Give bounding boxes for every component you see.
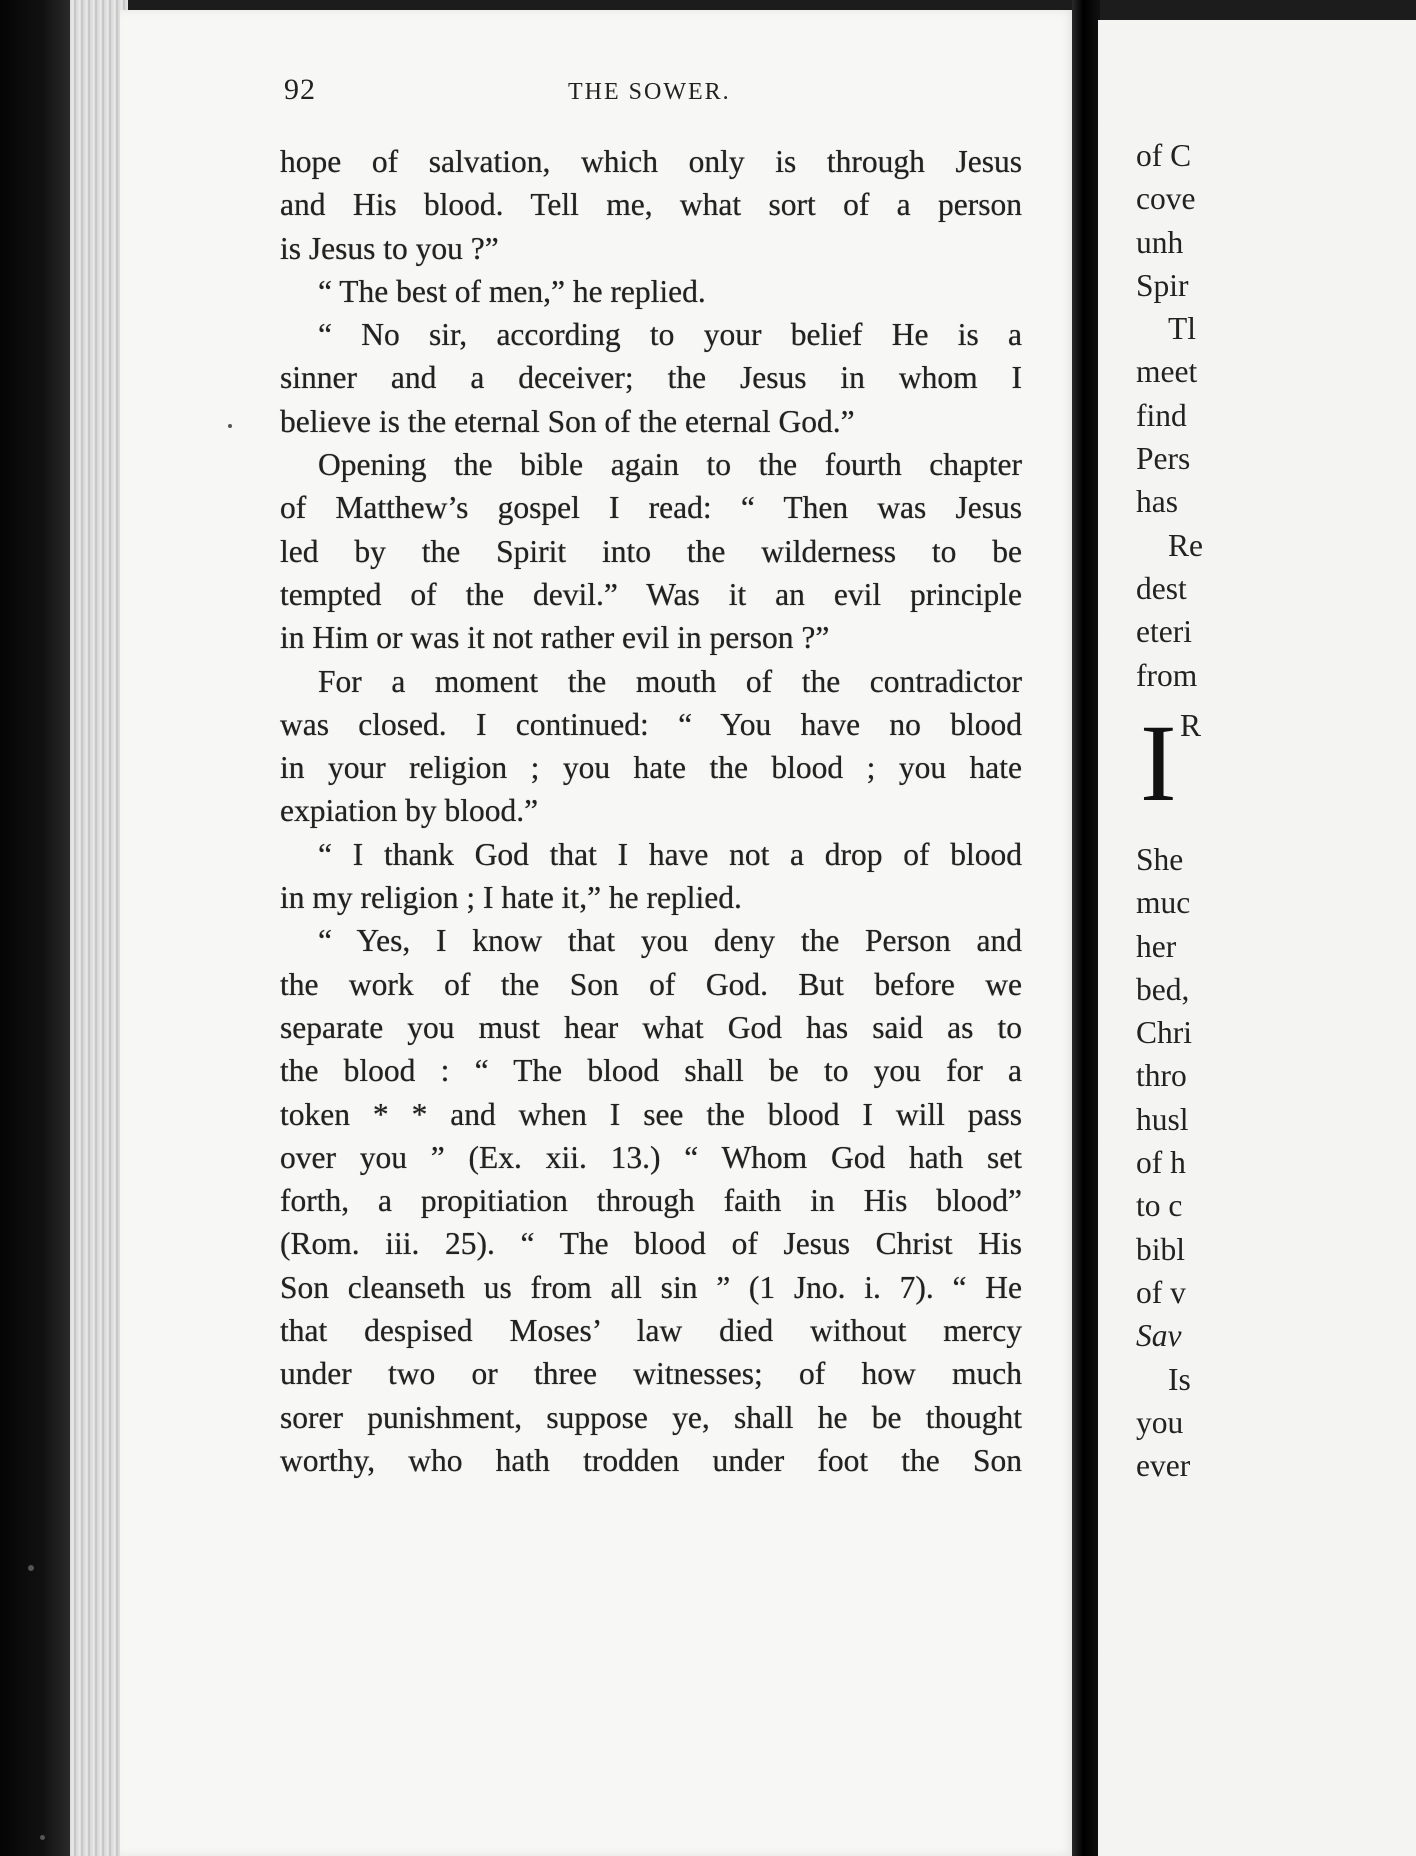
text-line: believe is the eternal Son of the eternal God.” (280, 403, 855, 439)
text-line: over you ” (Ex. xii. 13.) “ Whom God hath set (280, 1139, 1022, 1175)
drop-cap: I (1140, 702, 1177, 824)
text-line: (Rom. iii. 25). “ The blood of Jesus Christ His (280, 1226, 1022, 1262)
text-line: was closed. I continued: “ You have no blood (280, 706, 1022, 742)
cropped-text-line: muc (1136, 885, 1191, 921)
left-page-body (280, 140, 1022, 1482)
text-line: hope of salvation, which only is through Jesus (280, 144, 1022, 179)
text-line: Opening the bible again to the fourth chapter (318, 447, 1022, 483)
cropped-text-line: thro (1136, 1058, 1187, 1094)
text-line: Son cleanseth us from all sin ” (1 Jno. i. 7). “ He (280, 1269, 1022, 1305)
text-line: in my religion ; I hate it,” he replied. (280, 880, 742, 916)
right-page-body-lower (1136, 838, 1416, 1487)
text-line: “ Yes, I know that you deny the Person and (318, 923, 1022, 959)
text-line: “ I thank God that I have not a drop of blood (318, 836, 1022, 872)
cropped-text-line: Tl (1168, 311, 1196, 347)
cropped-text-line: ever (1136, 1448, 1191, 1484)
text-line: “ No sir, according to your belief He is a (318, 317, 1022, 353)
cropped-text-line: has (1136, 484, 1178, 520)
scan-background (0, 0, 70, 1856)
text-line: worthy, who hath trodden under foot the Son (280, 1442, 1022, 1478)
text-line: “ The best of men,” he replied. (318, 273, 706, 309)
cropped-text-line: Re (1168, 527, 1203, 563)
cropped-text-line: Is (1168, 1361, 1191, 1397)
text-line: the blood : “ The blood shall be to you for a (280, 1053, 1022, 1089)
cropped-text-line: you (1136, 1404, 1184, 1440)
running-head (284, 73, 1024, 113)
scan-speck (28, 1565, 34, 1571)
book-gutter (1072, 0, 1100, 1856)
cropped-text-line: Spir (1136, 267, 1189, 303)
text-line: led by the Spirit into the wilderness to be (280, 533, 1022, 569)
text-line: the work of the Son of God. But before we (280, 966, 1022, 1002)
cropped-text-line: bed, (1136, 971, 1190, 1007)
text-line: sinner and a deceiver; the Jesus in whom I (280, 360, 1022, 396)
cropped-text-line: of h (1136, 1145, 1186, 1181)
page-number: 92 (284, 73, 316, 106)
cropped-text-line: She (1136, 842, 1184, 877)
scan-speck (228, 424, 232, 428)
text-line: in your religion ; you hate the blood ; you hate (280, 750, 1022, 786)
cropped-text-line: meet (1136, 354, 1198, 390)
cropped-text-line: unh (1136, 224, 1184, 260)
cropped-text-line: cove (1136, 181, 1196, 217)
text-line: tempted of the devil.” Was it an evil principle (280, 576, 1022, 612)
cropped-text-line: Pers (1136, 441, 1191, 477)
text-line: forth, a propitiation through faith in His blood” (280, 1183, 1022, 1219)
cropped-text-line: of C (1136, 138, 1192, 173)
cropped-text-line: find (1136, 397, 1187, 433)
cropped-text-line: Sav (1136, 1318, 1182, 1354)
cropped-text-line: bibl (1136, 1231, 1186, 1267)
text-line: under two or three witnesses; of how much (280, 1356, 1022, 1392)
cropped-text-line: of v (1136, 1274, 1186, 1310)
cropped-text-line: to c (1136, 1188, 1183, 1224)
cropped-text-line: eteri (1136, 614, 1192, 650)
text-line: of Matthew’s gospel I read: “ Then was Jesus (280, 490, 1022, 526)
text-line: in Him or was it not rather evil in person ?” (280, 620, 830, 656)
right-page-body-upper (1136, 134, 1416, 697)
text-line: expiation by blood.” (280, 793, 539, 829)
running-title: THE SOWER. (568, 79, 731, 105)
text-line: separate you must hear what God has said as to (280, 1009, 1022, 1045)
text-line: that despised Moses’ law died without mercy (280, 1313, 1022, 1349)
drop-cap-continuation: R (1180, 708, 1202, 743)
cropped-text-line: Chri (1136, 1015, 1193, 1051)
cropped-text-line: her (1136, 928, 1177, 964)
cropped-text-line: from (1136, 657, 1198, 693)
text-line: token * * and when I see the blood I will pass (280, 1096, 1022, 1132)
cropped-text-line: dest (1136, 570, 1187, 606)
text-line: and His blood. Tell me, what sort of a person (280, 187, 1022, 223)
cropped-text-line: husl (1136, 1101, 1189, 1137)
text-line: is Jesus to you ?” (280, 230, 499, 266)
text-line: For a moment the mouth of the contradictor (318, 663, 1022, 699)
scan-speck (40, 1835, 45, 1840)
text-line: sorer punishment, suppose ye, shall he be thought (280, 1399, 1022, 1435)
